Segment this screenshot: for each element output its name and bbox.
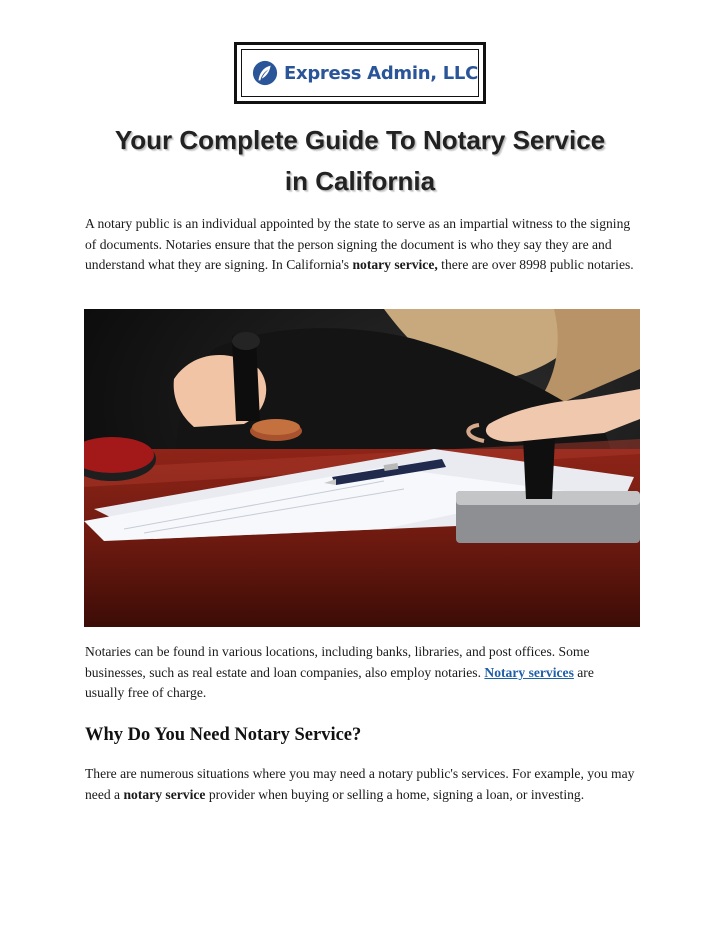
page-title	[60, 120, 660, 202]
title-line-2: in California	[284, 166, 436, 196]
locations-text: Notaries can be found in various locations, including banks, libraries, and post offices. Some businesses, such as real estate and loan companies, also employ notaries.	[85, 644, 590, 680]
reasons-text-after: provider when buying or selling a home, signing a loan, or investing.	[205, 786, 585, 802]
logo-brand-name: Express Admin, LLC	[284, 62, 478, 84]
title-line-1: Your Complete Guide To Notary Service	[114, 125, 606, 155]
section-heading: Why Do You Need Notary Service?	[85, 725, 362, 745]
company-logo	[234, 42, 486, 104]
reasons-paragraph	[85, 764, 635, 805]
logo-frame	[241, 49, 479, 97]
notary-photo	[84, 309, 640, 627]
intro-text-after: there are over 8998 public notaries.	[437, 257, 634, 272]
intro-text: A notary public is an individual appointed by the state to serve as an impartial witness to the signing of documents. Notaries ensure that the person signing the document is who they say they are and understand what they are signing. In California's	[85, 216, 631, 272]
reasons-bold-term: notary service	[123, 786, 206, 802]
quill-icon	[252, 59, 278, 87]
notary-services-link[interactable]: Notary services	[484, 664, 574, 680]
locations-paragraph	[85, 642, 635, 704]
intro-paragraph	[85, 214, 635, 276]
reasons-text: There are numerous situations where you may need a notary public's services. For example, you may need a	[85, 766, 635, 802]
locations-text-after: are usually free of charge.	[85, 664, 594, 700]
intro-bold-term: notary service,	[352, 257, 438, 272]
